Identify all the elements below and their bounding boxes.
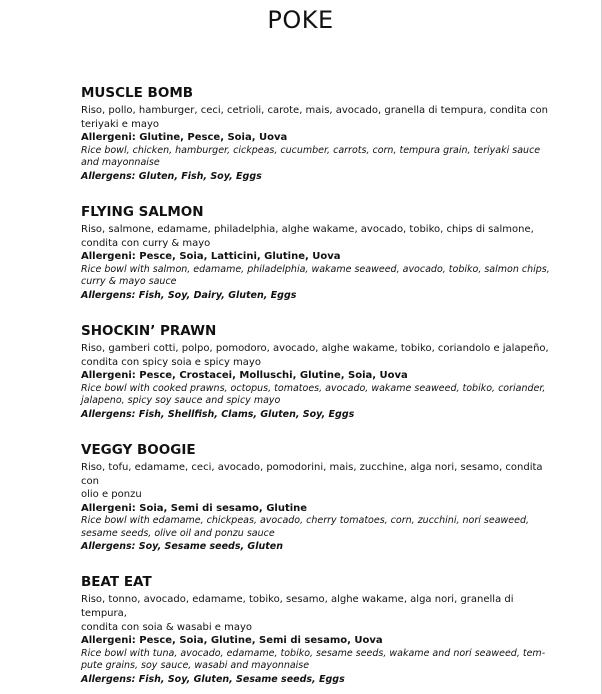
description-line: condita con soia & wasabi e mayo bbox=[81, 621, 253, 633]
item-description-it bbox=[81, 104, 561, 131]
item-name: VEGGY BOOGIE bbox=[81, 441, 196, 458]
description-line: Rice bowl with cooked prawns, octopus, tomatoes, avocado, wakame seaweed, tobiko, coriander, bbox=[81, 382, 546, 394]
description-line: condita con spicy soia e spicy mayo bbox=[81, 356, 261, 368]
item-allergens-en: Allergens: Fish, Soy, Gluten, Sesame seeds, Eggs bbox=[81, 674, 345, 686]
item-allergens-en: Allergens: Fish, Shellfish, Clams, Gluten, Soy, Eggs bbox=[81, 408, 355, 420]
description-line: Riso, tofu, edamame, ceci, avocado, pomodorini, mais, zucchine, alga nori, sesamo, condita con bbox=[81, 461, 543, 487]
item-description-it bbox=[81, 342, 561, 369]
description-line: Rice bowl with edamame, chickpeas, avocado, cherry tomatoes, corn, zucchini, nori seaweed, bbox=[81, 515, 530, 527]
item-allergens-it: Allergeni: Glutine, Pesce, Soia, Uova bbox=[81, 132, 288, 144]
item-allergens-it: Allergeni: Pesce, Soia, Glutine, Semi di sesamo, Uova bbox=[81, 635, 383, 647]
item-description-en bbox=[81, 264, 561, 289]
menu-item bbox=[81, 84, 561, 183]
item-allergens-it: Allergeni: Pesce, Soia, Latticini, Glutine, Uova bbox=[81, 251, 341, 263]
item-description-en bbox=[81, 383, 561, 408]
item-description-it bbox=[81, 223, 561, 250]
description-line: Rice bowl, chicken, hamburger, cickpeas, cucumber, carrots, corn, tempura grain, teriyaki sauce bbox=[81, 144, 541, 156]
item-description-it bbox=[81, 593, 561, 634]
description-line: jalapeno, spicy soy sauce and spicy mayo bbox=[81, 395, 281, 407]
menu-items bbox=[81, 84, 561, 686]
item-description-en bbox=[81, 648, 561, 673]
item-allergens-en: Allergens: Soy, Sesame seeds, Gluten bbox=[81, 541, 283, 553]
menu-item bbox=[81, 322, 561, 421]
item-name: MUSCLE BOMB bbox=[81, 85, 194, 101]
description-line: Riso, pollo, hamburger, ceci, cetrioli, carote, mais, avocado, granella di tempura, condita con bbox=[81, 105, 548, 116]
item-allergens-en: Allergens: Fish, Soy, Dairy, Gluten, Eggs bbox=[81, 289, 297, 301]
description-line: sesame seeds, olive oil and ponzu sauce bbox=[81, 527, 275, 539]
item-allergens-it: Allergeni: Soia, Semi di sesamo, Glutine bbox=[81, 502, 308, 514]
item-allergens-it: Allergeni: Pesce, Crostacei, Molluschi, Glutine, Soia, Uova bbox=[81, 370, 408, 382]
menu-item bbox=[81, 573, 561, 686]
description-line: Riso, salmone, edamame, philadelphia, alghe wakame, avocado, tobiko, chips di salmone, bbox=[81, 223, 534, 235]
item-description-it bbox=[81, 461, 561, 502]
item-description-en bbox=[81, 145, 561, 170]
menu-item bbox=[81, 441, 561, 554]
description-line: olio e ponzu bbox=[81, 489, 142, 501]
description-line: condita con curry & mayo bbox=[81, 237, 211, 249]
description-line: pute grains, soy sauce, wasabi and mayonnaise bbox=[81, 660, 310, 672]
item-name: SHOCKIN’ PRAWN bbox=[81, 322, 217, 339]
description-line: Riso, tonno, avocado, edamame, tobiko, sesamo, alghe wakame, alga nori, granella di tempura, bbox=[81, 594, 514, 620]
menu-title: POKE bbox=[267, 6, 334, 34]
description-line: Rice bowl with tuna, avocado, edamame, tobiko, sesame seeds, wakame and nori seaweed, tem- bbox=[81, 647, 546, 659]
item-name: FLYING SALMON bbox=[81, 203, 204, 220]
description-line: Rice bowl with salmon, edamame, philadelphia, wakame seaweed, avocado, tobiko, salmon chips, bbox=[81, 263, 550, 275]
item-name: BEAT EAT bbox=[81, 574, 152, 591]
menu-item bbox=[81, 203, 561, 302]
description-line: curry & mayo sauce bbox=[81, 276, 177, 288]
item-allergens-en: Allergens: Gluten, Fish, Soy, Eggs bbox=[81, 170, 262, 182]
description-line: and mayonnaise bbox=[81, 157, 160, 169]
description-line: teriyaki e mayo bbox=[81, 118, 159, 130]
description-line: Riso, gamberi cotti, polpo, pomodoro, avocado, alghe wakame, tobiko, coriandolo e jalapeño, bbox=[81, 342, 549, 354]
item-description-en bbox=[81, 515, 561, 540]
